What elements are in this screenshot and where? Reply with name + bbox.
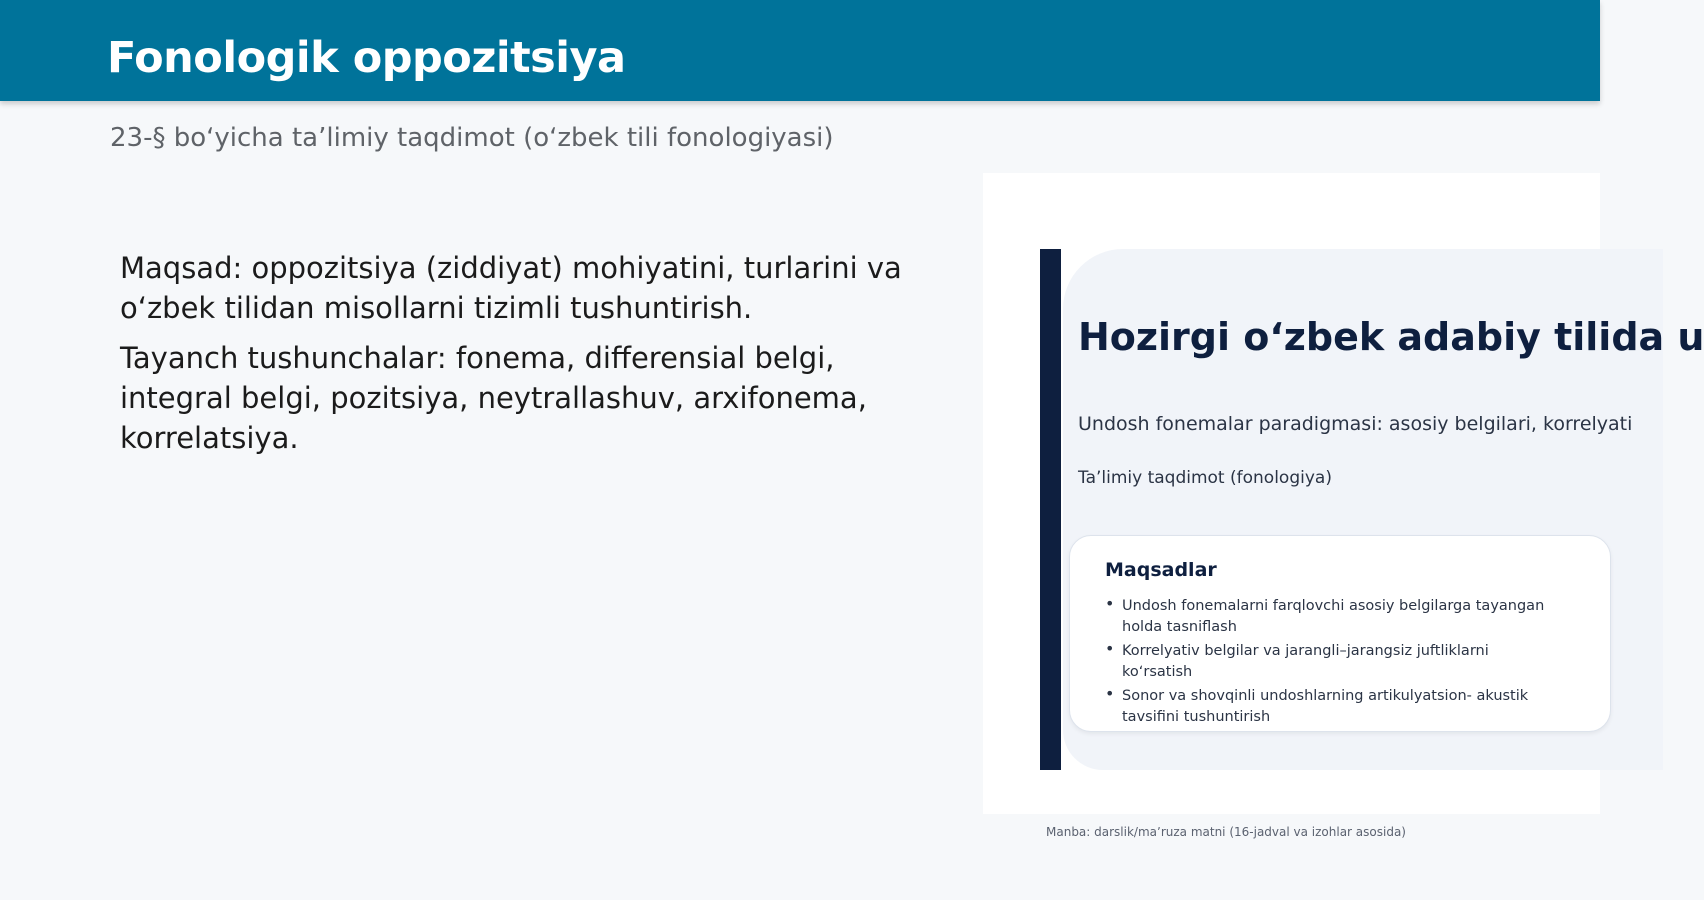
slide-title: Fonologik oppozitsiya bbox=[107, 33, 626, 83]
goal-paragraph: Maqsad: oppozitsiya (ziddiyat) mohiyatini, turlarini va oʻzbek tilidan misollarni tizimli tushuntirish. bbox=[120, 251, 902, 325]
goals-card bbox=[1069, 535, 1611, 732]
preview-title: Hozirgi oʻzbek adabiy tilida u bbox=[1078, 315, 1704, 359]
list-item-text: Korrelyativ belgilar va jarangli–jarangsiz juftliklarni koʻrsatish bbox=[1122, 643, 1489, 680]
bullet-icon: • bbox=[1105, 594, 1115, 613]
list-item bbox=[1105, 686, 1560, 728]
list-item-text: Sonor va shovqinli undoshlarning artikulyatsion- akustik tavsifini tushuntirish bbox=[1122, 688, 1529, 725]
slide-header bbox=[0, 0, 1600, 101]
embedded-slide-preview bbox=[983, 173, 1704, 814]
preview-accent-bar bbox=[1040, 249, 1061, 770]
list-item bbox=[1105, 641, 1560, 683]
goals-list bbox=[1105, 596, 1560, 731]
preview-subtitle: Undosh fonemalar paradigmasi: asosiy belgilari, korrelyati bbox=[1078, 413, 1633, 435]
preview-label: Taʼlimiy taqdimot (fonologiya) bbox=[1078, 468, 1332, 488]
source-note: Manba: darslik/maʼruza matni (16-jadval va izohlar asosida) bbox=[1046, 825, 1406, 839]
list-item bbox=[1105, 596, 1560, 638]
list-item-text: Undosh fonemalarni farqlovchi asosiy belgilarga tayangan holda tasniflash bbox=[1122, 598, 1545, 635]
bullet-icon: • bbox=[1105, 639, 1115, 658]
bullet-icon: • bbox=[1105, 684, 1115, 703]
slide-body bbox=[120, 248, 910, 468]
key-concepts-paragraph: Tayanch tushunchalar: fonema, differensial belgi, integral belgi, pozitsiya, neytrallashuv, arxifonema, korrelatsiya. bbox=[120, 341, 867, 455]
slide-subtitle: 23-§ boʻyicha taʼlimiy taqdimot (oʻzbek tili fonologiyasi) bbox=[110, 123, 834, 153]
goals-card-heading: Maqsadlar bbox=[1105, 559, 1217, 581]
